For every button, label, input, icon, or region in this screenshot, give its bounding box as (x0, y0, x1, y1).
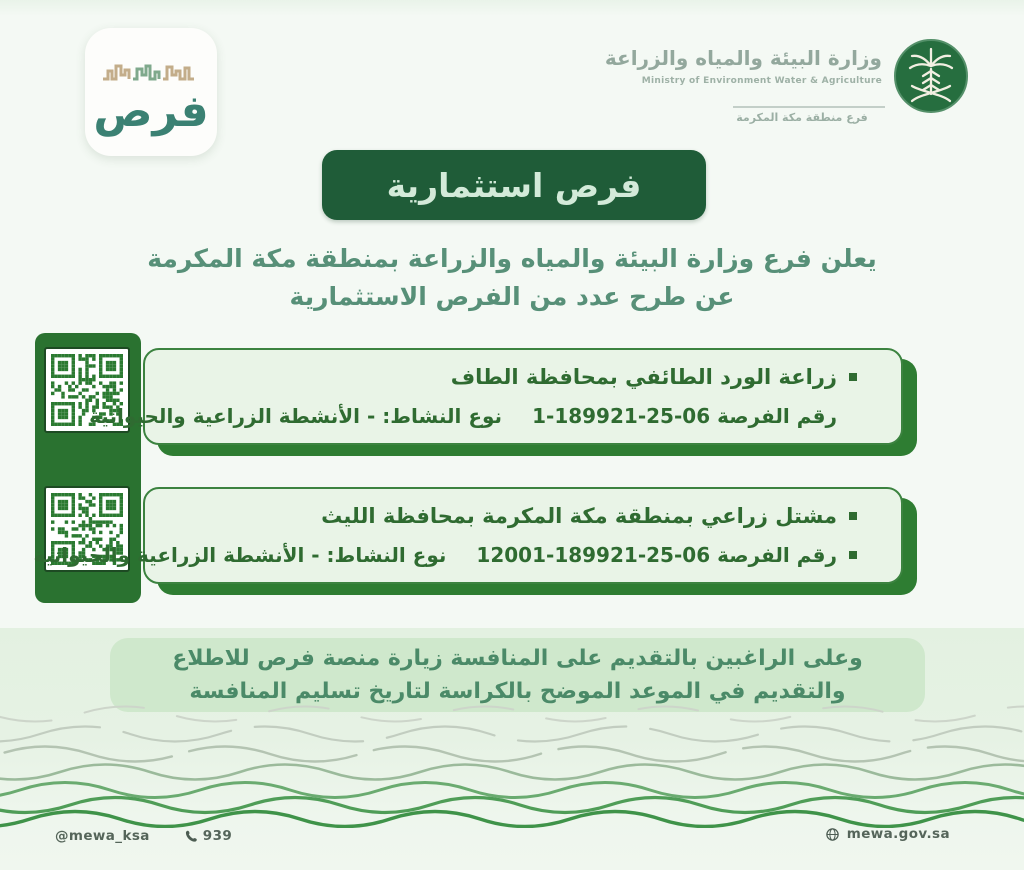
opportunity-2-activity: نوع النشاط: - الأنشطة الزراعية والحيوانية (33, 543, 447, 567)
opportunity-2-title-line (145, 504, 901, 528)
bullet-icon (849, 512, 857, 520)
furas-logo (85, 28, 217, 156)
bullet-icon (849, 373, 857, 381)
opportunity-2-detail-line (33, 543, 901, 567)
opportunity-1-title-line (145, 365, 901, 389)
waves-decoration (0, 698, 1024, 828)
note-line-2: والتقديم في الموعد الموضح بالكراسة لتاريخ تسليم المنافسة (189, 679, 846, 704)
opportunity-1-detail-line (89, 404, 901, 428)
ministry-emblem-icon (893, 38, 969, 114)
globe-icon (825, 827, 840, 842)
website-url[interactable]: mewa.gov.sa (846, 826, 950, 842)
footer-right (825, 826, 950, 842)
opportunity-2-title: مشتل زراعي بمنطقة مكة المكرمة بمحافظة الليث (321, 504, 837, 528)
phone-icon (184, 829, 198, 843)
announcement-intro (0, 240, 1024, 316)
skyline-icon (101, 54, 201, 88)
twitter-handle[interactable]: @mewa_ksa (55, 828, 150, 844)
phone-number[interactable]: 939 (202, 828, 233, 844)
footer-left (55, 828, 232, 844)
ministry-name-arabic: وزارة البيئة والمياه والزراعة (604, 46, 882, 70)
intro-line-2: عن طرح عدد من الفرص الاستثمارية (289, 282, 735, 311)
opportunity-1-number: رقم الفرصة 06-25-189921-1 (532, 404, 837, 428)
opportunity-2-number: رقم الفرصة 06-25-189921-12001 (476, 543, 837, 567)
ministry-name-english: Ministry of Environment Water & Agriculture (641, 76, 882, 86)
opportunity-card-1 (89, 348, 903, 445)
title-banner (322, 150, 706, 220)
furas-logo-label: فرص (93, 86, 209, 137)
ministry-branch-label: فرع منطقة مكة المكرمة (736, 111, 868, 124)
bullet-icon (849, 551, 857, 559)
intro-line-1: يعلن فرع وزارة البيئة والمياه والزراعة بمنطقة مكة المكرمة (147, 244, 877, 273)
note-line-1: وعلى الراغبين بالتقديم على المنافسة زيارة منصة فرص للاطلاع (172, 646, 863, 671)
ministry-divider (733, 106, 885, 108)
opportunity-card-2 (33, 487, 903, 584)
opportunity-1-activity: نوع النشاط: - الأنشطة الزراعية والحيوانية (89, 404, 503, 428)
phone-group (184, 828, 232, 844)
opportunity-1-title: زراعة الورد الطائفي بمحافظة الطاف (450, 365, 837, 389)
title-banner-label: فرص استثمارية (386, 165, 642, 205)
